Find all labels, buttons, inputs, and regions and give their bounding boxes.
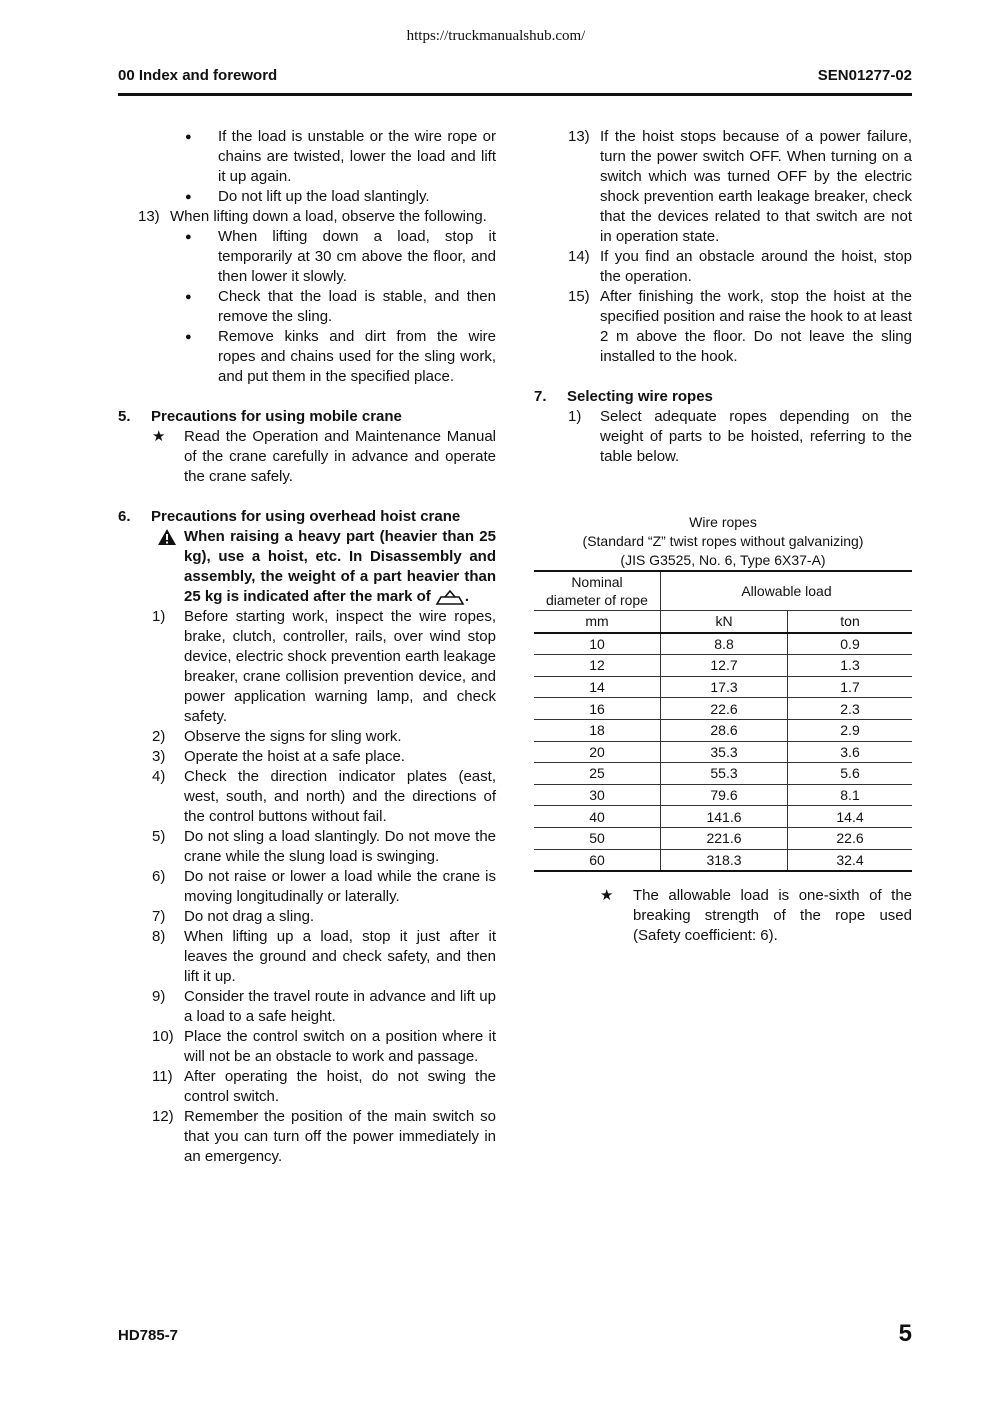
list-item <box>118 327 496 387</box>
item-number: 12) <box>152 1108 174 1125</box>
note-text: Read the Operation and Maintenance Manual of the crane carefully in advance and operate the crane safely. <box>184 428 496 485</box>
table-cell: 14 <box>534 676 661 698</box>
table-cell: 35.3 <box>661 741 788 763</box>
header-cell <box>534 571 661 611</box>
item-text: Consider the travel route in advance and lift up a load to a safe height. <box>184 988 496 1025</box>
item-text: Do not raise or lower a load while the crane is moving longitudinally or laterally. <box>184 868 496 905</box>
item-text: Operate the hoist at a safe place. <box>184 748 405 765</box>
item-number: 4) <box>152 768 166 785</box>
list-item <box>118 187 496 207</box>
section-number: 5. <box>118 408 131 425</box>
numbered-item <box>118 207 496 227</box>
table-units-row <box>534 611 912 633</box>
table-cell: 2.9 <box>788 719 913 741</box>
item-text: Remember the position of the main switch so that you can turn off the power immediately in an emergency. <box>184 1108 496 1165</box>
unit-cell: ton <box>788 611 913 633</box>
document-code: SEN01277-02 <box>817 67 912 84</box>
warning-icon <box>157 528 177 546</box>
warning-text-end: . <box>464 588 470 605</box>
page-number: 5 <box>898 1320 912 1347</box>
table-cell: 18 <box>534 719 661 741</box>
numbered-item <box>118 987 496 1027</box>
numbered-item <box>118 867 496 907</box>
header-cell: Allowable load <box>661 571 913 611</box>
item-text: When lifting up a load, stop it just after it leaves the ground and check safety, and then lift it up. <box>184 928 496 985</box>
table-row <box>534 633 912 655</box>
item-number: 13) <box>138 208 160 225</box>
numbered-item <box>118 747 496 767</box>
model-code: HD785-7 <box>118 1327 179 1344</box>
item-number: 6) <box>152 868 166 885</box>
note-item <box>118 427 496 487</box>
item-number: 7) <box>152 908 166 925</box>
numbered-item <box>534 407 912 467</box>
table-note <box>600 886 912 946</box>
item-text: Do not sling a load slantingly. Do not move the crane while the slung load is swinging. <box>184 828 496 865</box>
table-row <box>534 676 912 698</box>
section-title: Precautions for using mobile crane <box>151 408 402 425</box>
header-cell-line: diameter of rope <box>546 592 648 608</box>
table-row <box>534 849 912 871</box>
table-caption: (Standard “Z” twist ropes without galvanizing) <box>582 533 864 549</box>
hoist-mark-icon <box>435 589 465 605</box>
section-heading <box>534 387 912 407</box>
bullet-text: When lifting down a load, stop it temporarily at 30 cm above the floor, and then lower it slowly. <box>218 228 496 285</box>
table-cell: 0.9 <box>788 633 913 655</box>
table-cell: 25 <box>534 763 661 785</box>
table-row <box>534 655 912 677</box>
table-cell: 32.4 <box>788 849 913 871</box>
table-header-row <box>534 571 912 611</box>
table-row <box>534 719 912 741</box>
warning-text: When raising a heavy part (heavier than 25 kg), use a hoist, etc. In Disassembly and assembly, the weight of a part heavier than 25 kg is indicated after the mark of <box>184 528 496 605</box>
numbered-item <box>534 127 912 247</box>
header-cell-line: Nominal <box>571 574 623 590</box>
table-row <box>534 741 912 763</box>
table-cell: 1.7 <box>788 676 913 698</box>
table-cell: 30 <box>534 784 661 806</box>
bullet-icon: ● <box>185 331 192 343</box>
section-number: 7. <box>534 388 547 405</box>
item-number: 11) <box>152 1068 173 1085</box>
table-row <box>534 827 912 849</box>
table-cell: 16 <box>534 698 661 720</box>
bullet-icon: ● <box>185 131 192 143</box>
item-number: 10) <box>152 1028 174 1045</box>
item-text: Before starting work, inspect the wire ropes, brake, clutch, controller, rails, over wind stop device, electric shock prevention earth leakage breaker, crane collision prevention device, and power application warning lamp, and check safety. <box>184 608 496 725</box>
table-caption: (JIS G3525, No. 6, Type 6X37-A) <box>620 552 826 568</box>
table-row <box>534 698 912 720</box>
numbered-item <box>118 1027 496 1067</box>
table-cell: 17.3 <box>661 676 788 698</box>
table-cell: 2.3 <box>788 698 913 720</box>
bullet-text: Check that the load is stable, and then remove the sling. <box>218 288 496 325</box>
numbered-item <box>118 1067 496 1107</box>
table-cell: 50 <box>534 827 661 849</box>
item-text: Select adequate ropes depending on the weight of parts to be hoisted, referring to the table below. <box>600 408 912 465</box>
item-text: Check the direction indicator plates (east, west, south, and north) and the directions of the control buttons without fail. <box>184 768 496 825</box>
bullet-icon: ● <box>185 231 192 243</box>
numbered-item <box>118 907 496 927</box>
warning-note <box>118 527 496 607</box>
numbered-item <box>534 287 912 367</box>
item-text: Observe the signs for sling work. <box>184 728 402 745</box>
numbered-item <box>534 247 912 287</box>
table-cell: 79.6 <box>661 784 788 806</box>
bullet-text: Do not lift up the load slantingly. <box>218 188 430 205</box>
list-item <box>118 227 496 287</box>
table-cell: 10 <box>534 633 661 655</box>
numbered-item <box>118 607 496 727</box>
item-text: Place the control switch on a position where it will not be an obstacle to work and passage. <box>184 1028 496 1065</box>
section-number: 6. <box>118 508 131 525</box>
table-cell: 5.6 <box>788 763 913 785</box>
table-cell: 12.7 <box>661 655 788 677</box>
item-number: 13) <box>568 128 590 145</box>
bullet-icon: ● <box>185 191 192 203</box>
table-cell: 318.3 <box>661 849 788 871</box>
table-cell: 20 <box>534 741 661 763</box>
item-number: 8) <box>152 928 166 945</box>
numbered-item <box>118 767 496 827</box>
table-row <box>534 763 912 785</box>
table-cell: 22.6 <box>661 698 788 720</box>
header-rule <box>118 93 912 96</box>
item-text: When lifting down a load, observe the following. <box>170 208 487 225</box>
warning-icon-wrap <box>118 527 184 607</box>
unit-cell: kN <box>661 611 788 633</box>
list-item <box>118 127 496 187</box>
table-cell: 14.4 <box>788 806 913 828</box>
table-cell: 8.8 <box>661 633 788 655</box>
wire-rope-table <box>534 570 912 872</box>
table-note-text: The allowable load is one-sixth of the breaking strength of the rope used (Safety coefficient: 6). <box>633 887 912 944</box>
numbered-item <box>118 827 496 867</box>
item-number: 15) <box>568 288 590 305</box>
source-url[interactable]: https://truckmanualshub.com/ <box>406 28 586 44</box>
numbered-item <box>118 1107 496 1167</box>
item-text: Do not drag a sling. <box>184 908 315 925</box>
item-number: 3) <box>152 748 166 765</box>
section-title: Selecting wire ropes <box>567 388 713 405</box>
table-cell: 8.1 <box>788 784 913 806</box>
section-heading <box>118 407 496 427</box>
chapter-title: 00 Index and foreword <box>118 67 278 84</box>
item-number: 1) <box>152 608 166 625</box>
table-cell: 40 <box>534 806 661 828</box>
item-number: 14) <box>568 248 590 265</box>
table-cell: 12 <box>534 655 661 677</box>
table-row <box>534 806 912 828</box>
item-number: 9) <box>152 988 166 1005</box>
item-text: If you find an obstacle around the hoist, stop the operation. <box>600 248 912 285</box>
unit-cell: mm <box>534 611 661 633</box>
numbered-item <box>118 927 496 987</box>
star-icon: ★ <box>600 887 614 904</box>
table-cell: 55.3 <box>661 763 788 785</box>
bullet-text: If the load is unstable or the wire rope or chains are twisted, lower the load and lift it up again. <box>218 128 496 185</box>
table-cell: 1.3 <box>788 655 913 677</box>
item-text: After operating the hoist, do not swing the control switch. <box>184 1068 496 1105</box>
star-icon: ★ <box>152 428 166 445</box>
table-caption: Wire ropes <box>689 514 757 530</box>
item-number: 1) <box>568 408 582 425</box>
table-cell: 28.6 <box>661 719 788 741</box>
item-number: 5) <box>152 828 166 845</box>
section-title: Precautions for using overhead hoist crane <box>151 508 461 525</box>
left-column <box>118 127 496 1167</box>
item-text: If the hoist stops because of a power failure, turn the power switch OFF. When turning on a switch which was turned OFF by the electric shock prevention earth leakage breaker, check that the devices related to that switch are not in operation state. <box>600 128 912 245</box>
item-number: 2) <box>152 728 166 745</box>
table-cell: 22.6 <box>788 827 913 849</box>
table-cell: 3.6 <box>788 741 913 763</box>
right-column <box>534 127 912 467</box>
table-cell: 141.6 <box>661 806 788 828</box>
item-text: After finishing the work, stop the hoist at the specified position and raise the hook to at least 2 m above the floor. Do not leave the sling installed to the hook. <box>600 288 912 365</box>
table-row <box>534 784 912 806</box>
section-heading <box>118 507 496 527</box>
bullet-text: Remove kinks and dirt from the wire ropes and chains used for the sling work, and put them in the specified place. <box>218 328 496 385</box>
table-cell: 60 <box>534 849 661 871</box>
table-cell: 221.6 <box>661 827 788 849</box>
list-item <box>118 287 496 327</box>
numbered-item <box>118 727 496 747</box>
bullet-icon: ● <box>185 291 192 303</box>
